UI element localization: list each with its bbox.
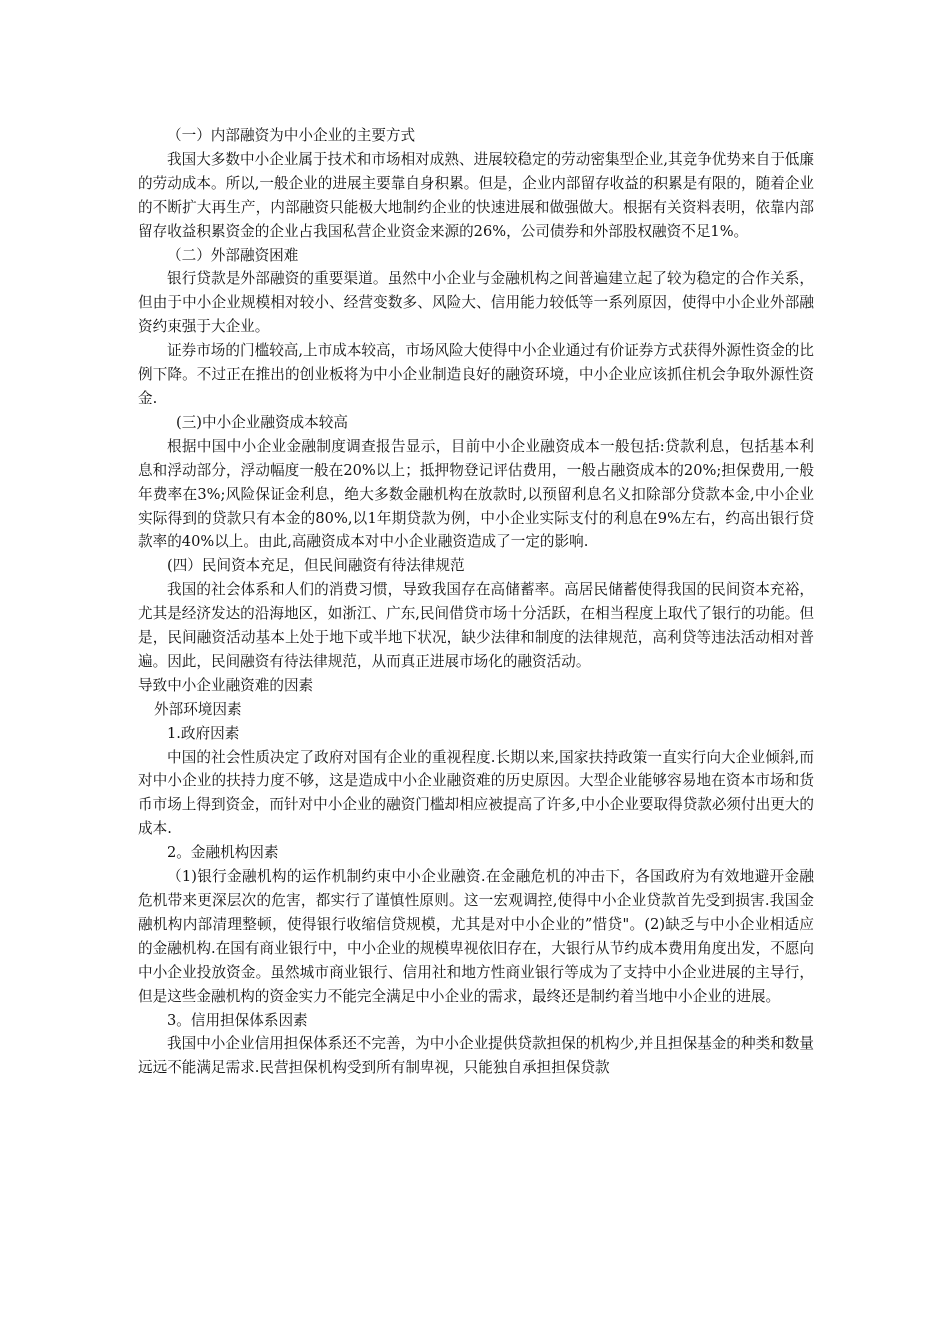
heading-private-capital: (四）民间资本充足，但民间融资有待法律规范 [167,557,465,575]
paragraph-financing-cost: 根据中国中小企业金融制度调查报告显示，目前中小企业融资成本一般包括:贷款利息，包括基本利息和浮动部分，浮动幅度一般在20%以上；抵押物登记评估费用，一般占融资成本的20%;担保费用,一般年费率在3%;风险保证金利息，绝大多数金融机构在放款时,以预留利息名义扣除部分贷款本金,中小企业实际得到的贷款只有本金的80%,以1年期贷款为例，中小企业实际支付的利息在9%左右，约高出银行贷款率的40%以上。由此,高融资成本对中小企业融资造成了一定的影响. [138,437,814,551]
paragraph-securities-market: 证券市场的门槛较高,上市成本较高，市场风险大使得中小企业通过有价证券方式获得外源性资金的比例下降。不过正在推出的创业板将为中小企业制造良好的融资环境，中小企业应该抓住机会争取外源性资金. [138,342,814,407]
heading-financing-cost: (三)中小企业融资成本较高 [176,413,348,431]
paragraph-financial-institution-factor: （1)银行金融机构的运作机制约束中小企业融资.在金融危机的冲击下，各国政府为有效地避开金融危机带来更深层次的危害，都实行了谨慎性原则。这一宏观调控,使得中小企业贷款首先受到损害.我国金融机构内部清理整顿，使得银行收缩信贷规模，尤其是对中小企业的”惜贷"。(2)缺乏与中小企业相适应的金融机构.在国有商业银行中，中小企业的规模卑视依旧存在，大银行从节约成本费用角度出发，不愿向中小企业投放资金。虽然城市商业银行、信用社和地方性商业银行等成为了支持中小企业进展的主导行，但是这些金融机构的资金实力不能完全满足中小企业的需求，最终还是制约着当地中小企业的进展。 [138,868,814,1005]
paragraph-internal-financing: 我国大多数中小企业属于技术和市场相对成熟、进展较稳定的劳动密集型企业,其竞争优势来自于低廉的劳动成本。所以,一般企业的进展主要靠自身积累。但是，企业内部留存收益的积累是有限的，随着企业的不断扩大再生产，内部融资只能极大地制约企业的快速进展和做强做大。根据有关资料表明，依靠内部留存收益积累资金的企业占我国私营企业资金来源的26%，公司债券和外部股权融资不足1%。 [138,150,814,240]
paragraph-bank-loans: 银行贷款是外部融资的重要渠道。虽然中小企业与金融机构之间普遍建立起了较为稳定的合作关系，但由于中小企业规模相对较小、经营变数多、风险大、信用能力较低等一系列原因，使得中小企业外部融资约束强于大企业。 [138,270,814,336]
paragraph-government-factor: 中国的社会性质决定了政府对国有企业的重视程度.长期以来,国家扶持政策一直实行向大企业倾斜,而对中小企业的扶持力度不够，这是造成中小企业融资难的历史原因。大型企业能够容易地在资本市场和货币市场上得到资金，而针对中小企业的融资门槛却相应被提高了许多,中小企业要取得贷款必须付出更大的成本. [138,748,814,838]
heading-credit-guarantee-factor: 3。信用担保体系因素 [167,1011,308,1029]
heading-government-factor: 1.政府因素 [167,724,240,742]
heading-financial-institution-factor: 2。金融机构因素 [167,844,279,862]
document-page [138,124,814,1080]
paragraph-private-capital: 我国的社会体系和人们的消费习惯，导致我国存在高储蓄率。高居民储蓄使得我国的民间资本充裕，尤其是经济发达的沿海地区，如浙江、广东,民间借贷市场十分活跃，在相当程度上取代了银行的功能。但是，民间融资活动基本上处于地下或半地下状况，缺少法律和制度的法律规范，高利贷等违法活动相对普遍。因此，民间融资有待法律规范，从而真正进展市场化的融资活动。 [138,581,814,670]
heading-external-financing: （二）外部融资困难 [167,246,299,264]
paragraph-credit-guarantee-factor: 我国中小企业信用担保体系还不完善，为中小企业提供贷款担保的机构少,并且担保基金的种类和数量远远不能满足需求.民营担保机构受到所有制卑视，只能独自承担担保贷款 [138,1035,814,1077]
heading-external-environment: 外部环境因素 [154,700,242,718]
heading-causes: 导致中小企业融资难的因素 [138,676,314,694]
heading-internal-financing: （一）内部融资为中小企业的主要方式 [167,127,416,144]
